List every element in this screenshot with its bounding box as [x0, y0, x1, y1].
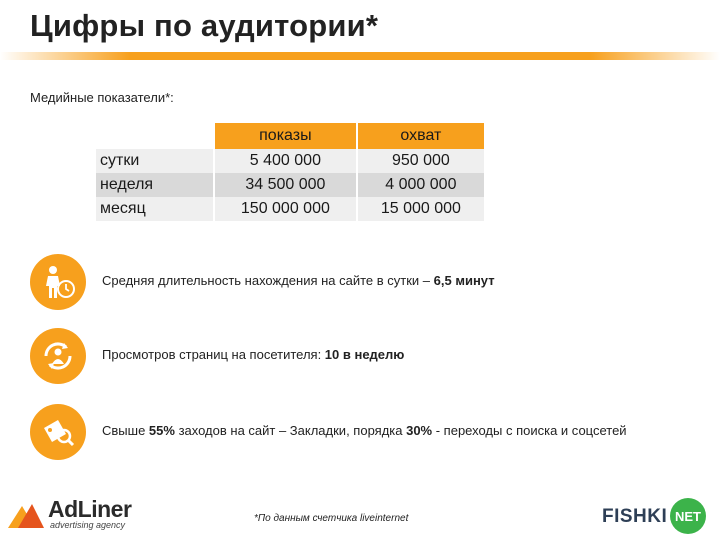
- fishki-wordmark: FISHKI: [602, 506, 668, 527]
- adliner-tagline: advertising agency: [50, 520, 126, 530]
- bookmark-search-icon: [30, 404, 86, 460]
- stat-text: Средняя длительность нахождения на сайте в сутки – 6,5 минут: [102, 273, 495, 288]
- title-underline: [0, 52, 720, 60]
- stat-text: Просмотров страниц на посетителя: 10 в неделю: [102, 347, 405, 362]
- stat-traffic-sources: [30, 404, 690, 460]
- fishki-logo: [600, 498, 712, 534]
- source-footnote: *По данным счетчика liveinternet: [254, 513, 409, 524]
- row-period: сутки: [96, 149, 214, 173]
- adliner-brand: AdLiner: [48, 496, 132, 522]
- table-corner-cell: [96, 123, 214, 149]
- row-impressions: 5 400 000: [214, 149, 357, 173]
- row-period: месяц: [96, 197, 214, 221]
- column-header-impressions: показы: [214, 123, 357, 149]
- returning-user-icon: [30, 328, 86, 384]
- page-title: Цифры по аудитории*: [30, 8, 379, 43]
- table-row: [96, 173, 484, 197]
- audience-table: [96, 123, 484, 221]
- table-row: [96, 197, 484, 221]
- row-period: неделя: [96, 173, 214, 197]
- row-reach: 4 000 000: [357, 173, 484, 197]
- adliner-mark-icon: [8, 500, 44, 528]
- row-impressions: 150 000 000: [214, 197, 357, 221]
- row-reach: 950 000: [357, 149, 484, 173]
- person-clock-icon: [30, 254, 86, 310]
- stat-pageviews: [30, 328, 690, 384]
- row-reach: 15 000 000: [357, 197, 484, 221]
- adliner-logo: [8, 494, 132, 532]
- stat-session-duration: [30, 254, 690, 310]
- stat-text: Свыше 55% заходов на сайт – Закладки, порядка 30% - переходы с поиска и соцсетей: [102, 423, 627, 438]
- column-header-reach: охват: [357, 123, 484, 149]
- fishki-net-badge: NET: [670, 498, 706, 534]
- table-row: [96, 149, 484, 173]
- table-header-row: [96, 123, 484, 149]
- media-metrics-label: Медийные показатели*:: [30, 90, 174, 105]
- row-impressions: 34 500 000: [214, 173, 357, 197]
